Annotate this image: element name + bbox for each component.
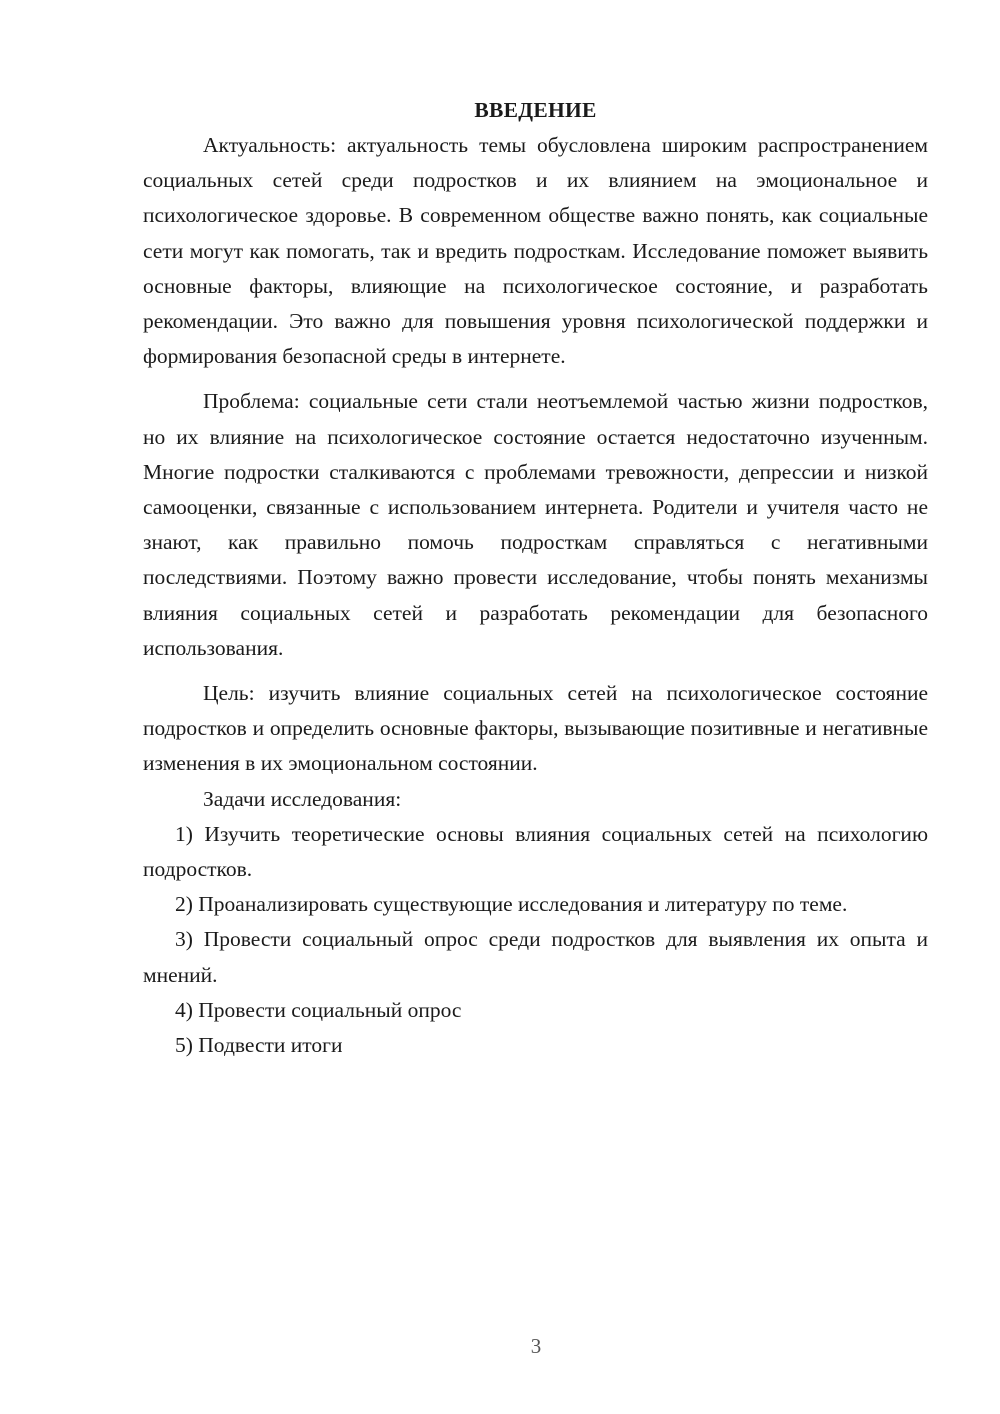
task-item-3: 3) Провести социальный опрос среди подростков для выявления их опыта и мнений. — [143, 927, 928, 987]
paragraph-relevance: Актуальность: актуальность темы обусловлена широким распространением социальных сетей среди подростков и их влиянием на эмоциональное и психологическое здоровье. В современном обществе важно понять, как социальные сети могут как помогать, так и вредить подросткам. Исследование поможет выявить основные факторы, влияющие на психологическое состояние, и разработать рекомендации. Это важно для повышения уровня психологической поддержки и формирования безопасной среды в интернете. — [143, 133, 928, 369]
page-title: ВВЕДЕНИЕ — [474, 98, 597, 122]
page-number: 3 — [530, 1334, 542, 1358]
document-body — [143, 93, 928, 1063]
paragraph-goal: Цель: изучить влияние социальных сетей на психологическое состояние подростков и определить основные факторы, вызывающие позитивные и негативные изменения в их эмоциональном состоянии. — [143, 681, 928, 776]
task-item-4: 4) Провести социальный опрос — [175, 997, 462, 1022]
task-item-5: 5) Подвести итоги — [175, 1033, 343, 1058]
paragraph-problem: Проблема: социальные сети стали неотъемлемой частью жизни подростков, но их влияние на психологическое состояние остается недостаточно изученным. Многие подростки сталкиваются с проблемами тревожности, депрессии и низкой самооценки, связанные с использованием интернета. Родители и учителя часто не знают, как правильно помочь подросткам справляться с негативными последствиями. Поэтому важно провести исследование, чтобы понять механизмы влияния социальных сетей и разработать рекомендации для безопасного использования. — [143, 389, 928, 660]
tasks-heading: Задачи исследования: — [203, 786, 402, 811]
task-item-2: 2) Проанализировать существующие исследования и литературу по теме. — [175, 892, 848, 917]
task-item-1: 1) Изучить теоретические основы влияния социальных сетей на психологию подростков. — [143, 821, 928, 882]
